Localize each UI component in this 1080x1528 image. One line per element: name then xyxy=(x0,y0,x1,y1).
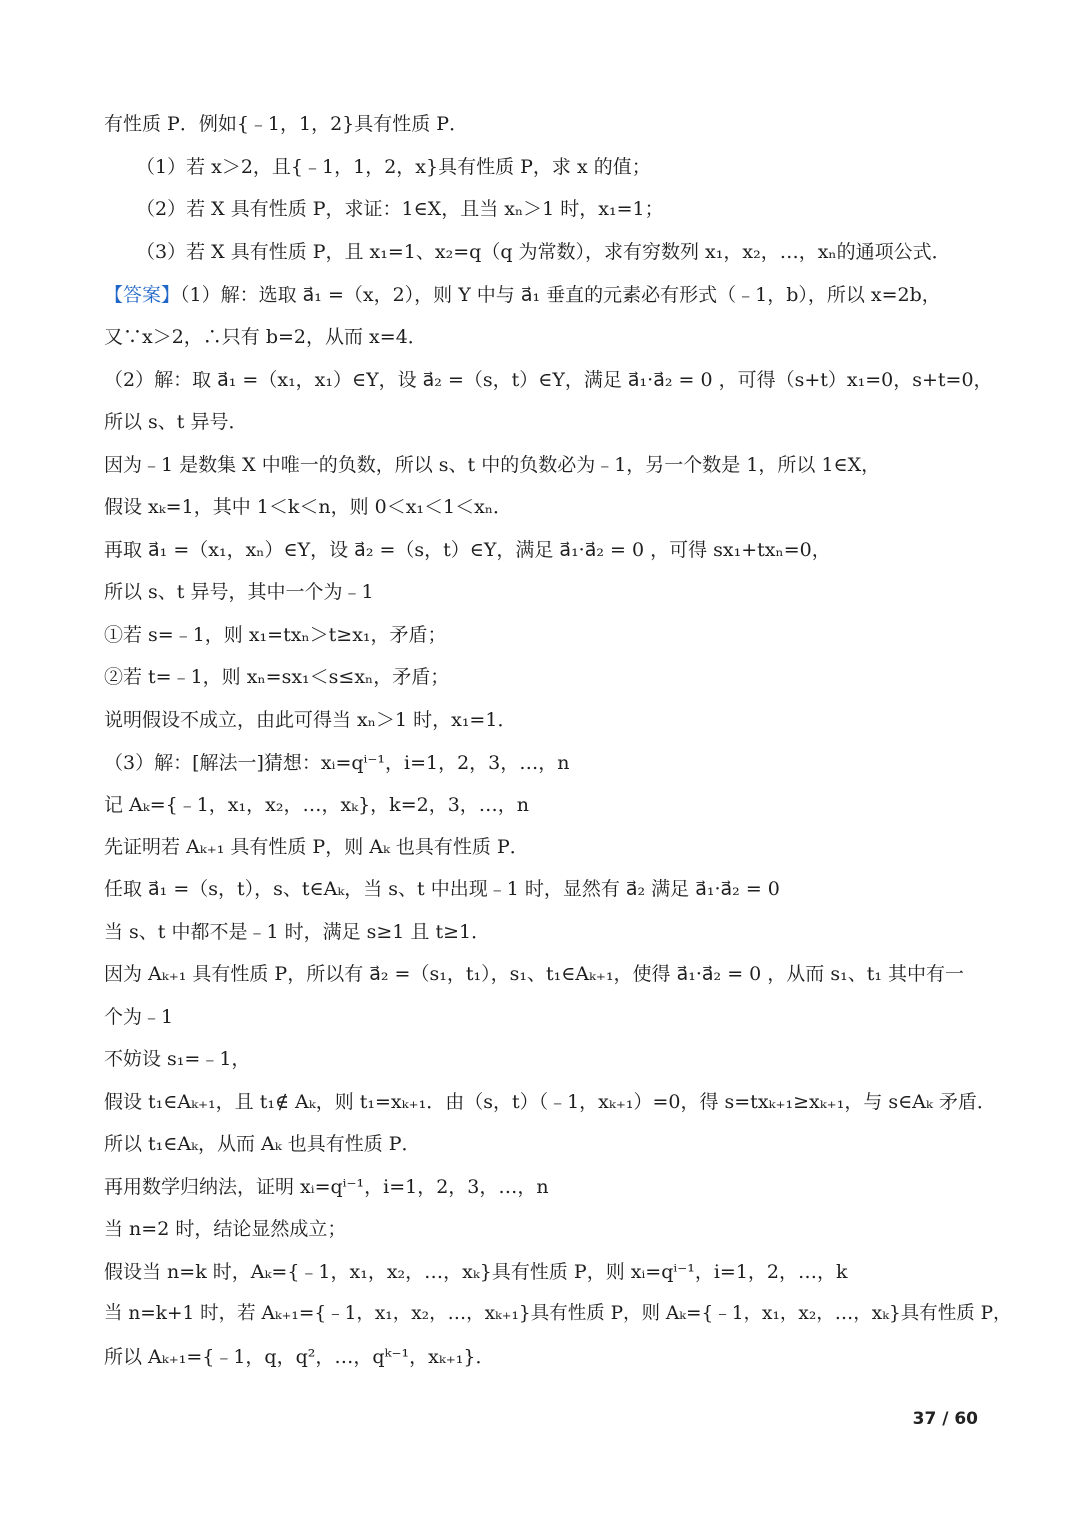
question-part-2 xyxy=(136,193,1020,225)
line-text: 假设当 n=k 时，Aₖ={﹣1，x₁，x₂，…，xₖ}具有性质 P，则 xᵢ=qⁱ⁻¹，i=1，2，…，k xyxy=(104,1261,848,1283)
line-text: 任取 a⃗₁ =（s，t），s、t∈Aₖ，当 s、t 中出现﹣1 时，显然有 a⃗₂ 满足 a⃗₁·a⃗₂ = 0 xyxy=(104,878,780,900)
line-text: 记 Aₖ={﹣1，x₁，x₂，…，xₖ}，k=2，3，…，n xyxy=(104,794,530,816)
text-line xyxy=(104,1086,1020,1118)
text-line xyxy=(104,958,1020,990)
line-text: 又∵x＞2，∴只有 b=2，从而 x=4． xyxy=(104,326,427,348)
text-line xyxy=(104,364,1020,396)
line-text: （2）解：取 a⃗₁ =（x₁，x₁）∈Y，设 a⃗₂ =（s，t）∈Y，满足 a⃗₁·a⃗₂ = 0 ，可得（s+t）x₁=0，s+t=0， xyxy=(104,369,993,391)
line-text: 所以 s、t 异号，其中一个为﹣1 xyxy=(104,581,374,603)
line-text: 假设 xₖ=1，其中 1＜k＜n，则 0＜x₁＜1＜xₙ． xyxy=(104,496,513,518)
text-line xyxy=(104,1171,1020,1203)
line-text: （1）若 x＞2，且{﹣1，1，2，x}具有性质 P，求 x 的值； xyxy=(136,156,651,178)
line-text: 不妨设 s₁=﹣1， xyxy=(104,1048,251,1070)
text-line xyxy=(104,704,1020,736)
page-number: 37 / 60 xyxy=(912,1409,978,1429)
text-line xyxy=(104,1341,1020,1373)
text-line xyxy=(104,661,1020,693)
text-line xyxy=(104,1298,1020,1330)
line-text: 当 s、t 中都不是﹣1 时，满足 s≥1 且 t≥1． xyxy=(104,921,491,943)
text-line xyxy=(104,831,1020,863)
line-text: ①若 s=﹣1，则 x₁=txₙ＞t≥x₁，矛盾； xyxy=(104,624,447,646)
text-line xyxy=(104,873,1020,905)
text-line xyxy=(104,1001,1020,1033)
line-text: 所以 t₁∈Aₖ，从而 Aₖ 也具有性质 P． xyxy=(104,1133,421,1155)
text-line xyxy=(104,619,1020,651)
text-line xyxy=(104,1043,1020,1075)
line-text: （1）解：选取 a⃗₁ =（x，2），则 Y 中与 a⃗₁ 垂直的元素必有形式（﹣1，b），所以 x=2b， xyxy=(180,284,941,306)
line-text: 再取 a⃗₁ =（x₁，xₙ）∈Y，设 a⃗₂ =（s，t）∈Y，满足 a⃗₁·a⃗₂ = 0 ，可得 sx₁+txₙ=0， xyxy=(104,539,831,561)
answer-line xyxy=(104,279,1020,311)
text-line xyxy=(104,789,1020,821)
text-line xyxy=(104,1256,1020,1288)
line-text: 先证明若 Aₖ₊₁ 具有性质 P，则 Aₖ 也具有性质 P． xyxy=(104,836,529,858)
line-text: 假设 t₁∈Aₖ₊₁，且 t₁∉ Aₖ，则 t₁=xₖ₊₁．由（s，t）（﹣1，xₖ₊₁）=0，得 s=txₖ₊₁≥xₖ₊₁，与 s∈Aₖ 矛盾． xyxy=(104,1091,996,1113)
line-text: 所以 Aₖ₊₁={﹣1，q，q²，…，qᵏ⁻¹，xₖ₊₁}． xyxy=(104,1346,495,1368)
text-line xyxy=(104,1213,1020,1245)
text-line xyxy=(104,449,1020,481)
line-text: 再用数学归纳法，证明 xᵢ=qⁱ⁻¹，i=1，2，3，…，n xyxy=(104,1176,549,1198)
line-text: 有性质 P．例如{﹣1，1，2}具有性质 P． xyxy=(104,113,469,135)
line-text: ②若 t=﹣1，则 xₙ=sx₁＜s≤xₙ，矛盾； xyxy=(104,666,450,688)
line-text: 当 n=k+1 时，若 Aₖ₊₁={﹣1，x₁，x₂，…，xₖ₊₁}具有性质 P，则 Aₖ={﹣1，x₁，x₂，…，xₖ}具有性质 P， xyxy=(104,1303,1012,1324)
text-line xyxy=(104,491,1020,523)
line-text: 说明假设不成立，由此可得当 xₙ＞1 时，x₁=1． xyxy=(104,709,517,731)
text-line xyxy=(104,406,1020,438)
question-part-1 xyxy=(136,151,1020,183)
text-line xyxy=(104,108,1020,140)
line-text: 所以 s、t 异号． xyxy=(104,411,248,433)
text-line xyxy=(104,576,1020,608)
line-text: 因为 Aₖ₊₁ 具有性质 P，所以有 a⃗₂ =（s₁，t₁），s₁、t₁∈Aₖ₊₁，使得 a⃗₁·a⃗₂ = 0 ，从而 s₁、t₁ 其中有一 xyxy=(104,963,964,985)
text-line xyxy=(104,916,1020,948)
line-text: （2）若 X 具有性质 P，求证：1∈X，且当 xₙ＞1 时，x₁=1； xyxy=(136,198,664,220)
line-text: （3）解：[解法一]猜想：xᵢ=qⁱ⁻¹，i=1，2，3，…，n xyxy=(104,752,570,774)
line-text: 当 n=2 时，结论显然成立； xyxy=(104,1218,347,1240)
text-line xyxy=(104,534,1020,566)
text-line xyxy=(104,747,1020,779)
text-line xyxy=(104,321,1020,353)
line-text: 因为﹣1 是数集 X 中唯一的负数，所以 s、t 中的负数必为﹣1，另一个数是 1，所以 1∈X， xyxy=(104,454,881,476)
question-part-3 xyxy=(136,236,1020,268)
line-text: （3）若 X 具有性质 P，且 x₁=1、x₂=q（q 为常数），求有穷数列 x₁，x₂，…，xₙ的通项公式． xyxy=(136,241,951,263)
answer-label: 【答案】 xyxy=(104,284,181,306)
text-line xyxy=(104,1128,1020,1160)
line-text: 个为﹣1 xyxy=(104,1006,174,1028)
